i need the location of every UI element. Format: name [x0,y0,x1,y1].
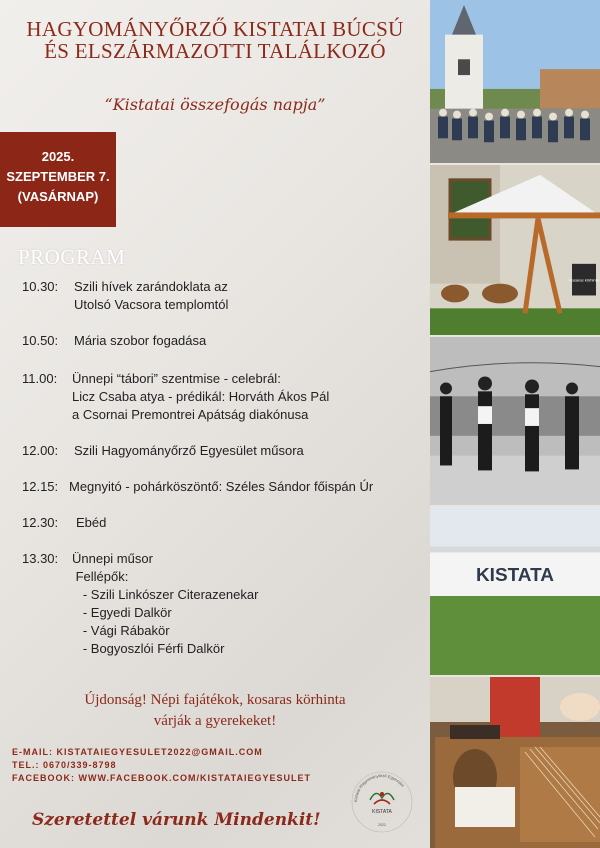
title-line-2: ÉS ELSZÁRMAZOTTI TALÁLKOZÓ [44,39,386,63]
contact-facebook[interactable]: FACEBOOK: WWW.FACEBOOK.COM/KISTATAIEGYESULET [12,773,311,783]
program-text: Ünnepi “tábori” szentmise - celebrál: Licz Csaba atya - prédikál: Horváth Ákos Pál a Csornai Premontrei Apátság diakónusa [72,371,330,422]
kistata-sign-photo [430,507,600,677]
date-day: SZEPTEMBER 7. [6,169,110,184]
program-text: Ebéd [76,515,107,530]
program-text: Szili hívek zarándoklata az Utolsó Vacsora templomtól [74,279,229,312]
program-item [22,550,258,658]
date-weekday: (VASÁRNAP) [17,189,99,204]
date-box [0,132,116,227]
program-time: 12.15: [22,479,59,494]
program-text: Ünnepi műsor Fellépők: - Szili Linkószer Citerazenekar - Egyedi Dalkör - Vági Rábakör - Bogyoszlói Férfi Dalkör [72,551,259,656]
contact-email[interactable]: E-MAIL: KISTATAIEGYESULET2022@GMAIL.COM [12,747,263,757]
event-subtitle: “Kistatai összefogás napja” [104,95,326,114]
news-line-1: Újdonság! Népi fajátékok, kosaras körhinta [84,692,346,708]
program-text: Megnyitó - pohárköszöntő: Széles Sándor főispán Úr [69,479,374,494]
program-text: Mária szobor fogadása [74,333,207,348]
program-item [22,442,304,460]
association-logo [350,770,414,834]
church-photo [430,0,600,165]
event-title [0,18,430,62]
dancers-photo [430,337,600,507]
program-item [22,370,329,424]
program-item [22,514,106,532]
board-text: Kosaras körhinta [569,277,599,283]
closing-message: Szeretettel várunk Mindenkit! [32,810,321,830]
news-announcement [20,690,410,732]
contact-block [12,746,311,785]
photo-strip [430,0,600,848]
program-item [22,478,373,496]
program-time: 11.00: [22,371,58,386]
news-line-2: várják a gyerekeket! [153,713,277,729]
sign-text: KISTATA [475,565,555,587]
program-time: 13.30: [22,551,59,566]
title-line-1: HAGYOMÁNYŐRZŐ KISTATAI BÚCSÚ [26,17,404,41]
contact-phone[interactable]: TEL.: 0670/339-8798 [12,760,117,770]
program-time: 10.30: [22,279,59,294]
program-heading: PROGRAM [18,245,126,269]
program-time: 10.50: [22,333,59,348]
logo-year: 2022 [378,823,386,827]
zither-photo [430,677,600,848]
date-year: 2025. [41,149,75,164]
program-time: 12.30: [22,515,59,530]
logo-ring-text: Kistatai Hagyományőrző Egyesület [352,772,406,803]
program-time: 12.00: [22,443,59,458]
carousel-photo [430,165,600,337]
program-text: Szili Hagyományőrző Egyesület műsora [74,443,304,458]
program-item [22,278,228,314]
program-item [22,332,206,350]
logo-center-text: KISTATA [372,809,392,815]
